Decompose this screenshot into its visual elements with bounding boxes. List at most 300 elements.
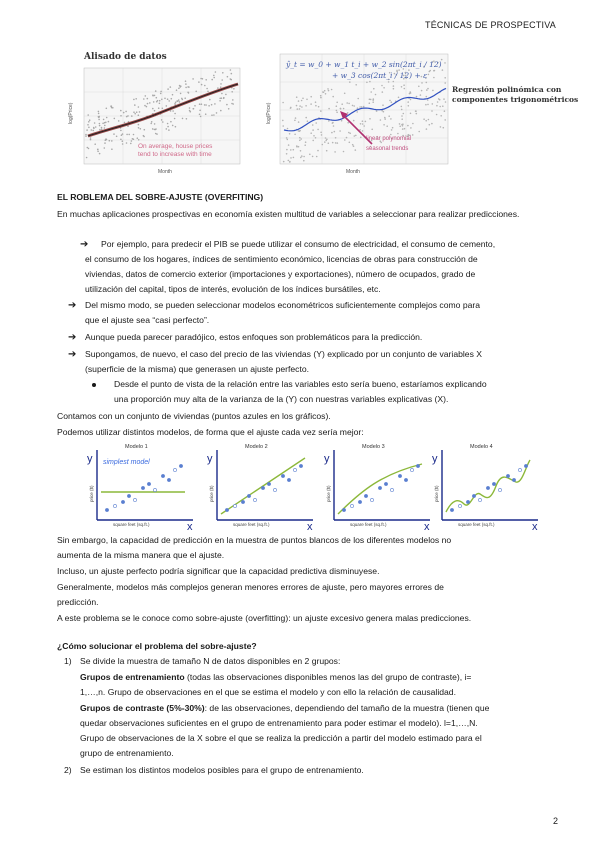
para-after-4: Generalmente, modelos más complejos generan menores errores de ajuste, pero mayores errores de <box>57 582 444 592</box>
scatter-point <box>154 95 156 97</box>
scatter-point <box>156 97 158 99</box>
scatter-point <box>154 110 156 112</box>
test-group-desc: : de las observaciones, dependiendo del tamaño de la muestra (tienen que <box>204 703 490 713</box>
scatter-point <box>230 69 232 71</box>
scatter-point <box>439 106 441 108</box>
scatter-point <box>176 89 178 91</box>
bullet-4-line1: Supongamos, de nuevo, el caso del precio de las viviendas (Y) explicado por un conjunto de variables X <box>85 349 482 359</box>
scatter-point <box>312 124 314 126</box>
scatter-point <box>105 122 107 124</box>
scatter-point <box>445 101 447 103</box>
scatter-point <box>126 134 128 136</box>
scatter-point <box>204 85 206 87</box>
scatter-point <box>352 144 354 146</box>
scatter-point <box>340 108 342 110</box>
scatter-point <box>85 134 87 136</box>
scatter-point <box>352 105 354 107</box>
scatter-point <box>171 98 173 100</box>
scatter-point <box>433 77 435 79</box>
scatter-point <box>404 128 406 130</box>
scatter-point <box>361 106 363 108</box>
para-after-2: aumenta de la misma manera que el ajuste. <box>57 550 225 560</box>
scatter-point <box>436 105 438 107</box>
model-3-figure <box>322 440 437 533</box>
scatter-point <box>401 118 403 120</box>
scatter-point <box>158 107 160 109</box>
scatter-point <box>221 93 223 95</box>
bullet-4-line2: (superficie de la misma) que generasen un ajuste perfecto. <box>85 364 310 374</box>
scatter-point <box>328 120 330 122</box>
scatter-point <box>199 110 201 112</box>
scatter-point <box>156 133 158 135</box>
scatter-point <box>393 81 395 83</box>
scatter-point <box>369 102 371 104</box>
scatter-point <box>432 90 434 92</box>
scatter-point <box>331 89 333 91</box>
scatter-point <box>150 123 152 125</box>
scatter-point <box>371 129 373 131</box>
scatter-point <box>134 113 136 115</box>
equation-line2: + w_3 cos(2πt_i / 12) + ε <box>332 71 428 80</box>
scatter-point <box>312 140 314 142</box>
scatter-point <box>298 146 300 148</box>
scatter-point <box>106 117 108 119</box>
model-2-title: Modelo 2 <box>245 444 268 450</box>
scatter-point <box>299 140 301 142</box>
step-1-text: Se divide la muestra de tamaño N de datos disponibles en 2 grupos: <box>80 656 341 666</box>
scatter-point <box>410 113 412 115</box>
train-point <box>287 478 290 481</box>
scatter-point <box>355 84 357 86</box>
scatter-point <box>294 134 296 136</box>
scatter-point <box>402 128 404 130</box>
scatter-point <box>431 110 433 112</box>
model-1-x-axis-label: x <box>187 521 193 533</box>
scatter-point <box>357 98 359 100</box>
train-point <box>179 464 182 467</box>
smoothing-annotation-line2: tend to increase with time <box>138 151 212 158</box>
scatter-point <box>155 128 157 130</box>
test-point <box>293 468 296 471</box>
scatter-point <box>282 125 284 127</box>
scatter-point <box>293 157 295 159</box>
scatter-point <box>310 103 312 105</box>
scatter-point <box>301 100 303 102</box>
scatter-point <box>339 130 341 132</box>
scatter-point <box>428 74 430 76</box>
scatter-point <box>188 92 190 94</box>
scatter-point <box>153 101 155 103</box>
scatter-point <box>382 91 384 93</box>
scatter-point <box>161 119 163 121</box>
scatter-point <box>444 119 446 121</box>
model-4-y-axis-label: y <box>432 453 438 465</box>
scatter-point <box>178 88 180 90</box>
bullet-3-line1: Aunque pueda parecer paradójico, estos enfoques son problemáticos para la predicción. <box>85 332 423 342</box>
test-point <box>350 504 353 507</box>
scatter-point <box>300 150 302 152</box>
scatter-point <box>207 91 209 93</box>
scatter-point <box>427 99 429 101</box>
scatter-point <box>230 78 232 80</box>
scatter-point <box>431 123 433 125</box>
scatter-point <box>333 125 335 127</box>
scatter-point <box>325 140 327 142</box>
scatter-point <box>144 129 146 131</box>
bullet-1-line3: viviendas, datos de comercio exterior (importaciones y exportaciones), número de ocupados, grado de <box>85 269 476 279</box>
scatter-point <box>184 97 186 99</box>
scatter-point <box>426 96 428 98</box>
scatter-point <box>220 83 222 85</box>
scatter-point <box>346 102 348 104</box>
sub-bullet-line1: Desde el punto de vista de la relación entre las variables esto sería bueno, estaríamos explicando <box>114 379 487 389</box>
scatter-point <box>159 103 161 105</box>
scatter-point <box>166 128 168 130</box>
bullet-2-line1: Del mismo modo, se pueden seleccionar modelos econométricos suficientemente complejos como para <box>85 300 481 310</box>
train-point <box>147 482 150 485</box>
scatter-point <box>443 98 445 100</box>
test-point <box>173 468 176 471</box>
model-3-title: Modelo 3 <box>362 444 385 450</box>
scatter-point <box>412 123 414 125</box>
scatter-point <box>104 127 106 129</box>
scatter-point <box>298 121 300 123</box>
scatter-point <box>380 119 382 121</box>
scatter-point <box>201 103 203 105</box>
scatter-point <box>133 134 135 136</box>
smoothing-xlabel: Month <box>158 169 172 175</box>
bullet-1-line1: Por ejemplo, para predecir el PIB se puede utilizar el consumo de electricidad, el consumo de cemento, <box>101 239 496 249</box>
scatter-point <box>138 139 140 141</box>
scatter-point <box>167 98 169 100</box>
model-4-xlabel: square feet (sq.ft.) <box>458 522 495 527</box>
scatter-point <box>357 107 359 109</box>
scatter-point <box>442 105 444 107</box>
model-1-points <box>105 464 182 511</box>
train-point <box>378 486 381 489</box>
scatter-point <box>439 99 441 101</box>
scatter-point <box>328 108 330 110</box>
scatter-point <box>170 86 172 88</box>
trig-regression-figure <box>262 44 579 176</box>
scatter-point <box>356 111 358 113</box>
scatter-point <box>90 137 92 139</box>
scatter-point <box>334 131 336 133</box>
scatter-point <box>175 102 177 104</box>
scatter-point <box>168 100 170 102</box>
scatter-point <box>444 77 446 79</box>
train-point <box>358 500 361 503</box>
test-point <box>253 498 256 501</box>
scatter-point <box>388 115 390 117</box>
scatter-point <box>232 99 234 101</box>
scatter-point <box>398 97 400 99</box>
model-3-points <box>342 464 419 511</box>
paragraph-models: Podemos utilizar distintos modelos, de forma que el ajuste cada vez sería mejor: <box>57 427 364 437</box>
scatter-point <box>360 123 362 125</box>
scatter-point <box>138 127 140 129</box>
scatter-point <box>335 142 337 144</box>
paragraph-counts: Contamos con un conjunto de viviendas (puntos azules en los gráficos). <box>57 411 331 421</box>
scatter-point <box>312 156 314 158</box>
scatter-point <box>401 115 403 117</box>
scatter-point <box>393 85 395 87</box>
train-point <box>121 500 124 503</box>
scatter-point <box>320 97 322 99</box>
scatter-point <box>325 137 327 139</box>
scatter-point <box>88 121 90 123</box>
train-point <box>492 482 495 485</box>
scatter-point <box>401 86 403 88</box>
scatter-point <box>315 105 317 107</box>
scatter-point <box>383 87 385 89</box>
scatter-point <box>282 120 284 122</box>
scatter-point <box>138 124 140 126</box>
bullet-1-line2: el consumo de los hogares, índices de sentimiento económico, licencias de obras para construcción de <box>85 254 478 264</box>
scatter-point <box>317 129 319 131</box>
scatter-point <box>216 112 218 114</box>
scatter-point <box>208 105 210 107</box>
scatter-point <box>145 95 147 97</box>
arrow-icon: ➔ <box>68 332 77 343</box>
scatter-point <box>331 132 333 134</box>
scatter-point <box>369 81 371 83</box>
scatter-point <box>167 126 169 128</box>
model-2-x-axis-label: x <box>307 521 313 533</box>
scatter-point <box>213 75 215 77</box>
scatter-point <box>88 148 90 150</box>
scatter-point <box>420 94 422 96</box>
scatter-point <box>86 157 88 159</box>
bullet-2-line2: que el ajuste sea “casi perfecto”. <box>85 315 210 325</box>
scatter-point <box>288 160 290 162</box>
train-point <box>267 482 270 485</box>
scatter-point <box>425 104 427 106</box>
scatter-point <box>296 105 298 107</box>
scatter-point <box>233 88 235 90</box>
scatter-point <box>320 110 322 112</box>
scatter-point <box>415 110 417 112</box>
scatter-point <box>327 88 329 90</box>
scatter-point <box>353 145 355 147</box>
scatter-point <box>103 119 105 121</box>
scatter-point <box>318 106 320 108</box>
scatter-point <box>161 99 163 101</box>
scatter-point <box>429 71 431 73</box>
scatter-point <box>199 103 201 105</box>
scatter-point <box>179 86 181 88</box>
scatter-point <box>211 104 213 106</box>
scatter-point <box>373 88 375 90</box>
scatter-point <box>205 113 207 115</box>
arrow-icon: ➔ <box>68 300 77 311</box>
scatter-point <box>297 108 299 110</box>
scatter-point <box>399 126 401 128</box>
scatter-point <box>334 151 336 153</box>
scatter-point <box>332 122 334 124</box>
scatter-point <box>209 99 211 101</box>
train-point <box>450 508 453 511</box>
train-group-desc: (todas las observaciones disponibles menos las del grupo de contraste), i= <box>184 672 472 682</box>
scatter-point <box>305 141 307 143</box>
scatter-point <box>401 109 403 111</box>
scatter-point <box>159 100 161 102</box>
scatter-point <box>147 103 149 105</box>
scatter-point <box>225 94 227 96</box>
scatter-point <box>139 111 141 113</box>
scatter-point <box>156 101 158 103</box>
scatter-point <box>220 110 222 112</box>
scatter-point <box>309 154 311 156</box>
scatter-point <box>393 88 395 90</box>
scatter-point <box>99 125 101 127</box>
model-4-ylabel: price ($) <box>434 485 439 502</box>
scatter-point <box>185 87 187 89</box>
test-group-line1 <box>80 701 557 716</box>
scatter-point <box>418 86 420 88</box>
model-3-x-axis-label: x <box>424 521 430 533</box>
para-after-1: Sin embargo, la capacidad de predicción en la muestra de puntos blancos de los diferentes modelos no <box>57 535 452 545</box>
smoothing-annotation-line1: On average, house prices <box>138 143 213 150</box>
scatter-point <box>130 143 132 145</box>
test-point <box>410 468 413 471</box>
train-point <box>281 474 284 477</box>
scatter-point <box>152 108 154 110</box>
sub-bullet-line2: una proporción muy alta de la varianza de la (Y) con nuestras variables explicativas (X). <box>114 394 449 404</box>
scatter-point <box>347 112 349 114</box>
scatter-point <box>336 102 338 104</box>
scatter-point <box>370 91 372 93</box>
scatter-point <box>409 91 411 93</box>
scatter-point <box>185 83 187 85</box>
scatter-point <box>359 129 361 131</box>
scatter-point <box>386 125 388 127</box>
scatter-point <box>286 153 288 155</box>
train-point <box>472 494 475 497</box>
scatter-point <box>290 149 292 151</box>
scatter-point <box>182 118 184 120</box>
scatter-point <box>221 79 223 81</box>
train-point <box>127 494 130 497</box>
scatter-point <box>412 134 414 136</box>
scatter-point <box>341 103 343 105</box>
scatter-point <box>149 102 151 104</box>
model-1-xlabel: square feet (sq.ft.) <box>113 522 150 527</box>
scatter-point <box>287 139 289 141</box>
scatter-point <box>154 123 156 125</box>
page-number: 2 <box>552 816 558 826</box>
test-point <box>498 488 501 491</box>
scatter-point <box>293 149 295 151</box>
scatter-point <box>305 117 307 119</box>
scatter-point <box>349 133 351 135</box>
model-2-ylabel: price ($) <box>209 485 214 502</box>
scatter-point <box>349 142 351 144</box>
scatter-point <box>403 113 405 115</box>
scatter-point <box>176 100 178 102</box>
test-point <box>478 498 481 501</box>
scatter-point <box>86 129 88 131</box>
scatter-point <box>304 144 306 146</box>
scatter-point <box>315 137 317 139</box>
scatter-point <box>354 135 356 137</box>
scatter-point <box>403 84 405 86</box>
scatter-point <box>442 69 444 71</box>
scatter-point <box>389 100 391 102</box>
scatter-point <box>166 105 168 107</box>
train-group-title: Grupos de entrenamiento <box>80 672 185 682</box>
scatter-point <box>185 80 187 82</box>
scatter-point <box>313 135 315 137</box>
scatter-point <box>120 139 122 141</box>
model-1-title: Modelo 1 <box>125 444 148 450</box>
scatter-point <box>104 142 106 144</box>
scatter-point <box>359 106 361 108</box>
scatter-point <box>205 79 207 81</box>
scatter-point <box>315 101 317 103</box>
scatter-point <box>154 129 156 131</box>
model-4-fit-line <box>446 460 530 512</box>
scatter-point <box>160 93 162 95</box>
scatter-point <box>131 115 133 117</box>
scatter-point <box>111 140 113 142</box>
scatter-point <box>432 103 434 105</box>
scatter-point <box>138 106 140 108</box>
scatter-point <box>362 120 364 122</box>
scatter-point <box>126 142 128 144</box>
scatter-point <box>384 118 386 120</box>
scatter-point <box>372 101 374 103</box>
scatter-point <box>231 73 233 75</box>
scatter-point <box>113 133 115 135</box>
scatter-point <box>283 161 285 163</box>
scatter-point <box>223 98 225 100</box>
scatter-point <box>295 117 297 119</box>
scatter-point <box>303 156 305 158</box>
scatter-point <box>127 115 129 117</box>
scatter-point <box>348 103 350 105</box>
scatter-point <box>201 84 203 86</box>
scatter-point <box>162 121 164 123</box>
page-header: TÉCNICAS DE PROSPECTIVA <box>425 20 556 30</box>
scatter-point <box>89 119 91 121</box>
scatter-point <box>98 116 100 118</box>
scatter-point <box>410 127 412 129</box>
scatter-point <box>122 140 124 142</box>
scatter-point <box>307 120 309 122</box>
scatter-point <box>302 98 304 100</box>
scatter-point <box>179 85 181 87</box>
scatter-point <box>341 120 343 122</box>
scatter-point <box>407 101 409 103</box>
scatter-point <box>202 78 204 80</box>
scatter-point <box>337 142 339 144</box>
scatter-point <box>362 130 364 132</box>
section-title: EL ROBLEMA DEL SOBRE-AJUSTE (OVERFITING) <box>57 192 264 202</box>
test-group-line4: grupo de entrenamiento. <box>80 748 174 758</box>
scatter-point <box>94 143 96 145</box>
scatter-point <box>179 101 181 103</box>
scatter-point <box>182 99 184 101</box>
model-2-figure <box>205 440 320 533</box>
scatter-point <box>336 112 338 114</box>
scatter-point <box>162 108 164 110</box>
scatter-point <box>152 95 154 97</box>
test-point <box>113 504 116 507</box>
scatter-point <box>353 105 355 107</box>
scatter-point <box>303 160 305 162</box>
scatter-point <box>199 114 201 116</box>
